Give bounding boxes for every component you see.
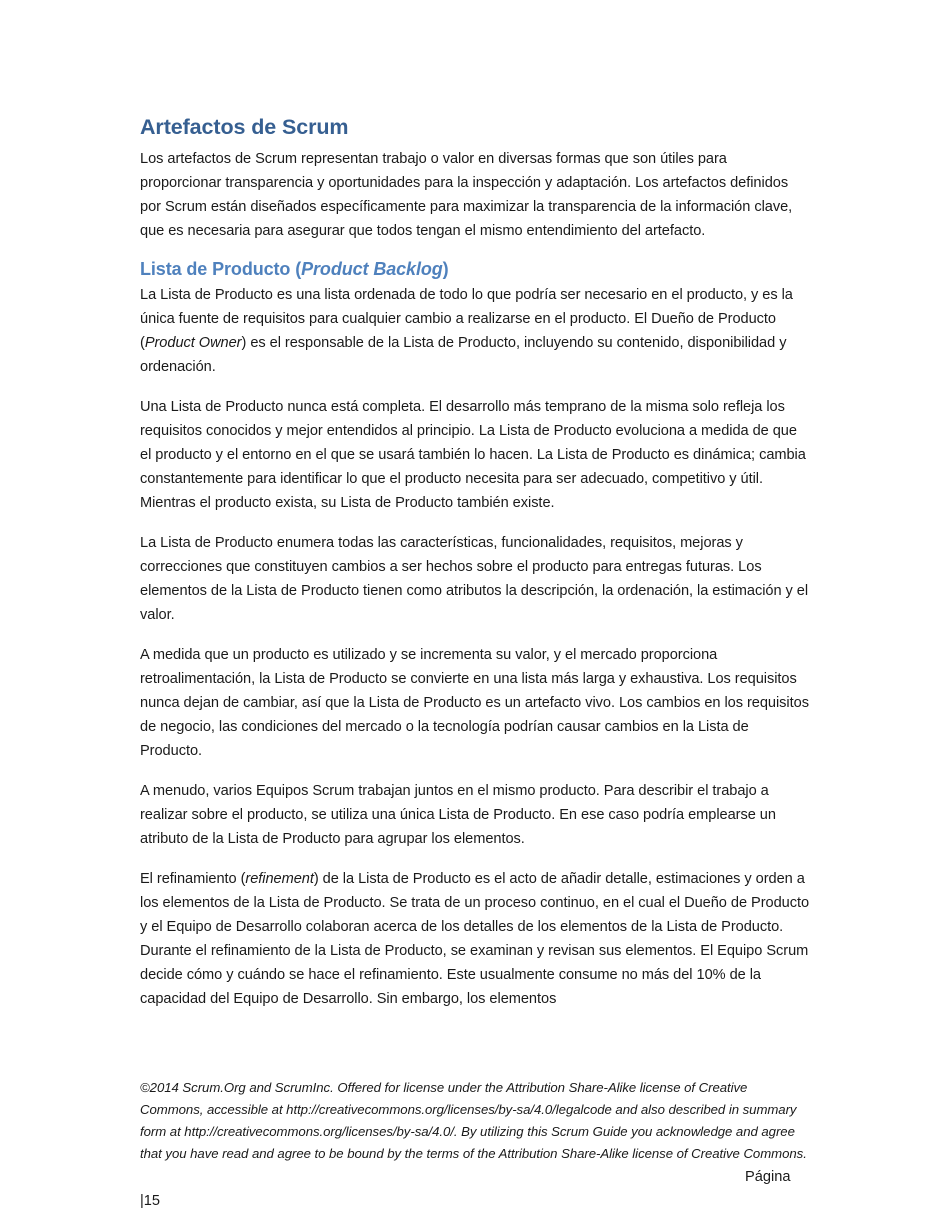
subsection-title-suffix: ) [442,259,449,279]
paragraph-4: A medida que un producto es utilizado y se incrementa su valor, y el mercado proporciona retroalimentación, la Lista de Producto se convierte en una lista más larga y exhaustiva. Los requisitos nunca dejan de cambiar, así que la Lista de Producto es un artefacto vivo. Los cambios en los requisitos de negocio, las condiciones del mercado o la tecnología podrían causar cambios en la Lista de Producto. [140,647,809,759]
paragraph-6-part-a: El refinamiento ( [140,871,246,887]
paragraph-1 [140,283,812,379]
subsection-title-italic: Product Backlog [301,259,443,279]
paragraph-1-part-a: La Lista de Producto es una lista ordenada de todo lo que podría ser necesario en el producto, y es la única fuente de requisitos para cualquier cambio a realizarse en el producto. El Dueño de Producto ( [140,287,793,351]
paragraph-6-italic: refinement [245,871,314,887]
section-title: Artefactos de Scrum [140,115,349,139]
paragraph-5: A menudo, varios Equipos Scrum trabajan juntos en el mismo producto. Para describir el trabajo a realizar sobre el producto, se utiliza una única Lista de Producto. En ese caso podría emplearse un atributo de la Lista de Producto para agrupar los elementos. [140,783,776,847]
section-intro: Los artefactos de Scrum representan trabajo o valor en diversas formas que son útiles para proporcionar transparencia y oportunidades para la inspección y adaptación. Los artefactos definidos por Scrum están diseñados específicamente para maximizar la transparencia de la información clave, que es necesaria para asegurar que todos tengan el mismo entendimiento del artefacto. [140,151,793,239]
page-number: |15 [140,1193,161,1209]
paragraph-6-part-b: ) de la Lista de Producto es el acto de añadir detalle, estimaciones y orden a los elementos de la Lista de Producto. Se trata de un proceso continuo, en el cual el Dueño de Producto y el Equipo de Desarrollo colaboran acerca de los detalles de los elementos de la Lista de Producto. Durante el refinamiento de la Lista de Producto, se examinan y revisan sus elementos. El Equipo Scrum decide cómo y cuándo se hace el refinamiento. Este usualmente consume no más del 10% de la capacidad del Equipo de Desarrollo. Sin embargo, los elementos [140,871,810,1007]
paragraph-1-part-b: ) es el responsable de la Lista de Producto, incluyendo su contenido, disponibilidad y ordenación. [140,335,787,375]
subsection-title-prefix: Lista de Producto ( [140,259,302,279]
paragraph-2: Una Lista de Producto nunca está completa. El desarrollo más temprano de la misma solo refleja los requisitos conocidos y mejor entendidos al principio. La Lista de Producto evoluciona a medida de que el producto y el entorno en el que se usará también lo hacen. La Lista de Producto es dinámica; cambia constantemente para identificar lo que el producto necesita para ser adecuado, competitivo y útil. Mientras el producto exista, su Lista de Producto también existe. [140,399,806,511]
subsection-title [140,256,812,282]
license-footer: ©2014 Scrum.Org and ScrumInc. Offered for license under the Attribution Share-Alike license of Creative Commons, accessible at http://creativecommons.org/licenses/by-sa/4.0/legalcode and also described in summary form at http://creativecommons.org/licenses/by-sa/4.0/. By utilizing this Scrum Guide you acknowledge and agree that you have read and agree to be bound by the terms of the Attribution Share-Alike license of Creative Commons. [140,1080,807,1161]
document-body [140,112,812,1027]
paragraph-6 [140,867,812,1011]
paragraph-3: La Lista de Producto enumera todas las características, funcionalidades, requisitos, mejoras y correcciones que constituyen cambios a ser hechos sobre el producto para entregas futuras. Los elementos de la Lista de Producto tienen como atributos la descripción, la ordenación, la estimación y el valor. [140,535,809,623]
paragraph-1-italic: Product Owner [144,335,242,351]
page-label: Página [745,1169,791,1185]
